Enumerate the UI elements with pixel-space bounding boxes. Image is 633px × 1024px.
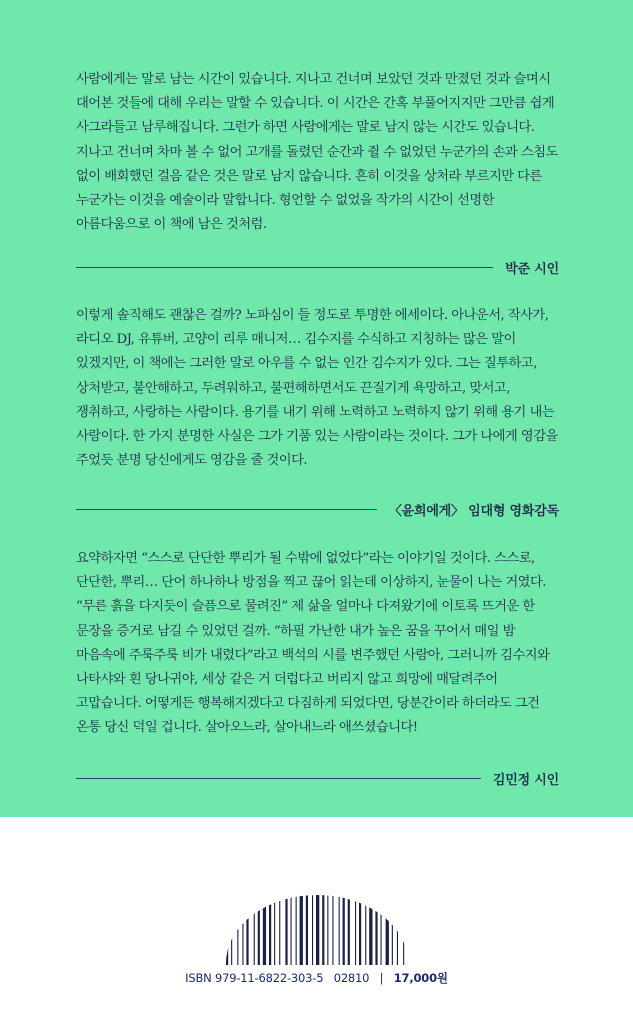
barcode-bar bbox=[348, 893, 350, 965]
barcode-bar bbox=[359, 893, 361, 965]
barcode-bar bbox=[327, 893, 328, 965]
barcode-bar bbox=[237, 893, 238, 965]
blurb-author-2: 〈윤희에게〉 임대형 영화감독 bbox=[388, 503, 559, 519]
barcode-bar bbox=[291, 893, 292, 965]
barcode-bar bbox=[386, 893, 389, 965]
blurb-text-1: 사람에게는 말로 남는 시간이 있습니다. 지나고 건너며 보았던 것과 만졌던 것과 슬며시 대어본 것들에 대해 우리는 말할 수 있습니다. 이 시간은 간혹 부풀어지지만 그만큼 쉽게 사그라들고 남루해집니다. 그런가 하면 사람에게는 말로 남지 않는 시간도 있습니다. 지나고 건너며 차마 볼 수 없어 고개를 돌렸던 순간과 쥘 수 없었던 누군가의 손과 스침도 없이 배회했던 걸음 같은 것은 말로 남지 않습니다. 흔히 이것을 상처라 부르지만 다른 누군가는 이것을 예술이라 말합니다. 형언할 수 없었을 작가의 시간이 선명한 아름다움으로 이 책에 남은 것처럼. bbox=[76, 72, 558, 233]
barcode-icon bbox=[226, 893, 408, 965]
barcode-bar bbox=[339, 893, 340, 965]
blurb-text-2: 이렇게 솔직해도 괜찮은 걸까? 노파심이 들 정도로 투명한 에세이다. 아나운서, 작사가, 라디오 DJ, 유튜버, 고양이 리루 매니저… 김수지를 수식하고 지칭하는 많은 말이 있겠지만, 이 책에는 그러한 말로 아우를 수 없는 인간 김수지가 있다. 그는 질투하고, 상처받고, 불안해하고, 두려워하고, 불편해하면서도 끈질기게 욕망하고, 맞서고, 쟁취하고, 사랑하는 사람이다. 용기를 내기 위해 노력하고 노력하지 않기 위해 용기 내는 사람이다. 한 가지 분명한 사실은 그가 기품 있는 사람이라는 것이다. 그가 나에게 영감을 주었듯 분명 당신에게도 영감을 줄 것이다. bbox=[76, 308, 558, 469]
isbn-addon: 02810 bbox=[333, 971, 370, 985]
barcode-bar bbox=[263, 893, 266, 965]
barcode-bar bbox=[306, 893, 308, 965]
price: 17,000원 bbox=[393, 971, 448, 985]
barcode-bar bbox=[254, 893, 255, 965]
barcode-bar bbox=[381, 893, 382, 965]
barcode-bar bbox=[365, 893, 366, 965]
attribution-row-3 bbox=[76, 768, 559, 788]
barcode-bar bbox=[242, 893, 243, 965]
barcode-bar bbox=[332, 893, 333, 965]
blurb-author-1: 박준 시인 bbox=[505, 261, 559, 277]
barcode-bar bbox=[316, 893, 319, 965]
divider-line bbox=[76, 509, 377, 510]
isbn-line bbox=[0, 970, 633, 986]
attribution-row-2 bbox=[76, 499, 559, 519]
isbn-number: ISBN 979-11-6822-303-5 bbox=[185, 971, 324, 985]
barcode-bar bbox=[296, 893, 297, 965]
barcode-bar bbox=[279, 893, 280, 965]
barcode-bar bbox=[403, 893, 404, 965]
isbn-separator: | bbox=[379, 971, 384, 985]
barcode-bar bbox=[300, 893, 303, 965]
attribution-row-1 bbox=[76, 257, 559, 277]
blurb-text-3: 요약하자면 “스스로 단단한 뿌리가 될 수밖에 없었다”라는 이야기일 것이다. 스스로, 단단한, 뿌리… 단어 하나하나 방점을 찍고 끊어 읽는데 이상하지, 눈물이 나는 거였다. “무른 흙을 다지듯이 슬픔으로 물려진” 제 삶을 얼마나 다져왔기에 이토록 뜨거운 한 문장을 증거로 남길 수 있었던 걸까. “하필 가난한 내가 높은 꿈을 꾸어서 매일 밤 마음속에 주룩주룩 비가 내렸다”라고 백석의 시를 변주했던 사람아, 그러니까 김수지와 나타샤와 흰 당나귀야, 세상 같은 거 더럽다고 버리지 않고 희망에 매달려주어 고맙습니다. 어떻게든 행복해지겠다고 다짐하게 되었다면, 당분간이라 하더라도 그건 온통 당신 덕일 겁니다. 살아오느라, 살아내느라 애쓰셨습니다! bbox=[76, 551, 550, 736]
barcode-bar bbox=[274, 893, 275, 965]
barcode-bar bbox=[375, 893, 377, 965]
divider-line bbox=[76, 267, 493, 268]
barcode-bar bbox=[285, 893, 287, 965]
barcode-bar bbox=[246, 893, 248, 965]
barcode-bar bbox=[312, 893, 313, 965]
barcode-bar bbox=[226, 893, 228, 965]
barcode-bar bbox=[258, 893, 260, 965]
barcode-bar bbox=[322, 893, 324, 965]
barcode-bar bbox=[355, 893, 356, 965]
blurb-author-3: 김민정 시인 bbox=[492, 772, 559, 788]
divider-line bbox=[76, 778, 481, 779]
barcode-bar bbox=[369, 893, 372, 965]
barcode-bar bbox=[343, 893, 345, 965]
barcode-bar bbox=[392, 893, 393, 965]
barcode-bar bbox=[269, 893, 271, 965]
barcode-bar bbox=[231, 893, 232, 965]
barcode-bar bbox=[397, 893, 398, 965]
